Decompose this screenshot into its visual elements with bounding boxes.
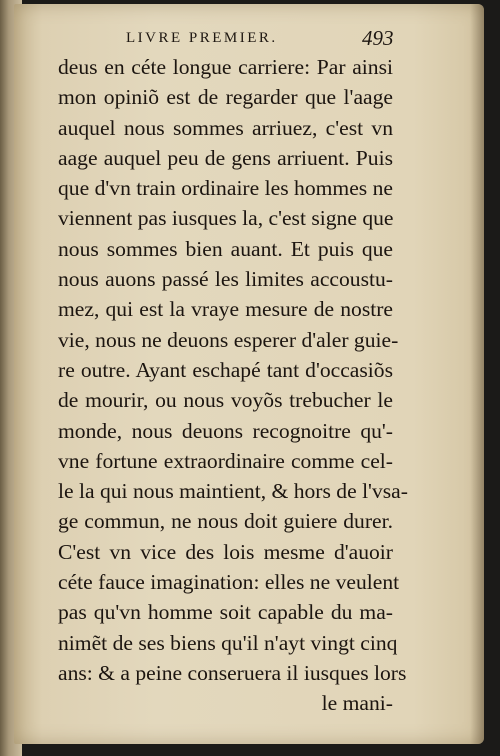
text-line: nimẽt de ses biens qu'il n'ayt vingt cinq [58,630,398,655]
text-line: ge commun, ne nous doit guiere durer. [58,509,393,534]
text-line: auquel nous sommes arriuez, c'est vn [58,115,393,140]
page-number: 493 [362,26,394,50]
text-line: nous auons passé les limites accoustu- [58,267,393,292]
catchword: le mani- [321,691,393,716]
text-line: re outre. Ayant eschapé tant d'occasiõs [58,357,393,382]
text-line: deus en céte longue carriere: Par ainsi [58,55,393,79]
text-line: vne fortune extraordinaire comme cel- [58,448,393,473]
text-block [58,52,408,719]
text-line: que d'vn train ordinaire les hommes ne [58,176,393,201]
text-line: mon opiniõ est de regarder que l'aage [58,85,393,110]
text-line: de mourir, ou nous voyõs trebucher le [58,388,393,413]
text-line: nous sommes bien auant. Et puis que [58,236,393,261]
text-line: vie, nous ne deuons esperer d'aler guie- [58,327,399,352]
text-line: pas qu'vn homme soit capable du ma- [58,600,393,625]
text-line: C'est vn vice des lois mesme d'auoir [58,539,393,564]
page-fore-edge [470,4,484,744]
running-head: LIVRE PREMIER. [126,30,278,46]
text-line: ans: & a peine conseruera il iusques lors [58,660,407,685]
text-line: viennent pas iusques la, c'est signe que [58,206,394,231]
text-line: céte fauce imagination: elles ne veulent [58,570,400,595]
text-line: aage auquel peu de gens arriuent. Puis [58,145,393,170]
text-line: le la qui nous maintient, & hors de l'vsa- [58,479,408,504]
book-page [14,4,484,744]
text-line: mez, qui est la vraye mesure de nostre [58,297,393,322]
text-line: monde, nous deuons recognoitre qu'- [58,418,393,443]
